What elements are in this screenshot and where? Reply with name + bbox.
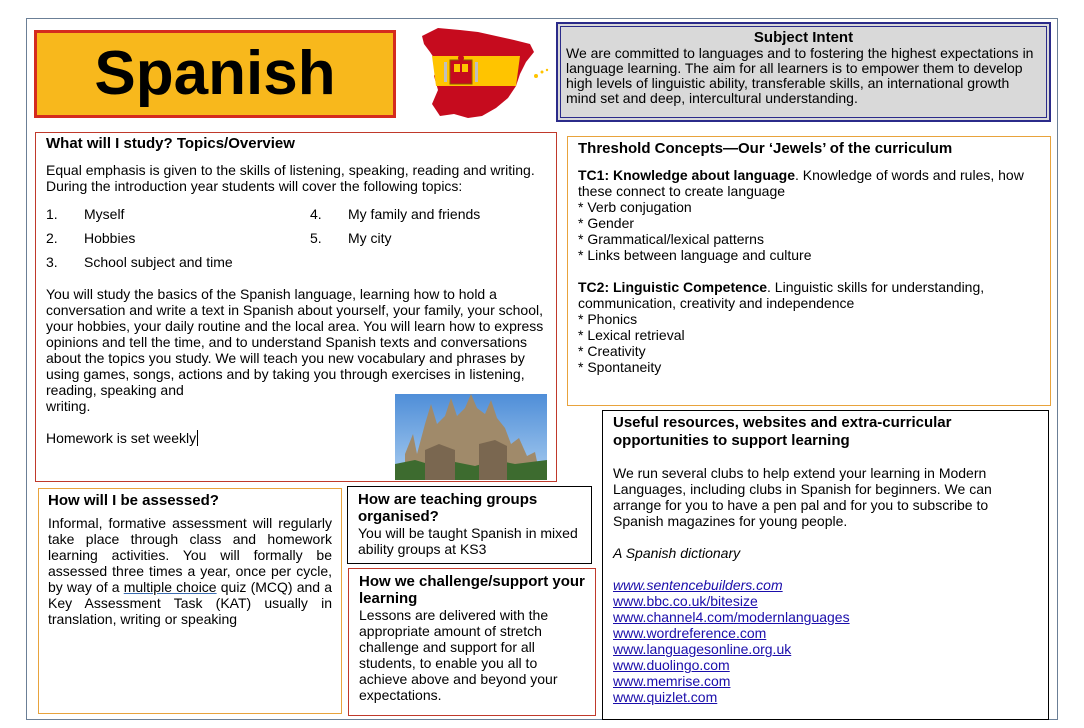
resources-heading: Useful resources, websites and extra-curricular opportunities to support learning	[613, 414, 952, 449]
resources-text: We run several clubs to help extend your learning in Modern Languages, including clubs in Spanish for beginners. We can arrange for you to have a pen pal and for you to subscribe to Spanish magazines for young people.	[613, 465, 992, 529]
resource-link[interactable]: www.channel4.com/modernlanguages	[613, 609, 850, 625]
topic-item: 5. My city	[310, 230, 392, 246]
subject-intent-heading: Subject Intent	[753, 29, 854, 46]
topic-item: 4. My family and friends	[310, 206, 481, 222]
tc1-item: * Gender	[578, 215, 635, 231]
tc2-item: * Lexical retrieval	[578, 327, 685, 343]
topics-list	[46, 206, 546, 278]
study-body-end: writing.	[46, 398, 91, 414]
tc2-item: * Creativity	[578, 343, 646, 359]
resource-link[interactable]: www.bbc.co.uk/bitesize	[613, 593, 758, 609]
study-heading: What will I study? Topics/Overview	[46, 135, 295, 152]
tc1-item: * Verb conjugation	[578, 199, 692, 215]
study-body: You will study the basics of the Spanish language, learning how to hold a conversation and write a text in Spanish about yourself, your family, your school, your hobbies, your daily routine and the local area. You will learn how to express opinions and tell the time, and to understand Spanish texts and conversations about the topics you study. We will teach you new vocabulary and phrases by using games, songs, actions and by taking you through exercises in listening, reading, speaking and	[46, 286, 544, 398]
subject-intent-text: We are committed to languages and to fostering the highest expectations in language learning. The aim for all learners is to empower them to develop high levels of linguistic ability, transferable skills, an international growth mind set and deep, intercultural understanding.	[566, 45, 1034, 106]
topic-item: 1. Myself	[46, 206, 125, 222]
tc1-description: TC1: Knowledge about language. Knowledge of words and rules, how these connect to create language	[578, 167, 1024, 199]
teaching-groups-heading: How are teaching groups organised?	[358, 491, 538, 525]
dictionary-note: A Spanish dictionary	[613, 545, 741, 561]
tc2-item: * Phonics	[578, 311, 638, 327]
tc1-item: * Grammatical/lexical patterns	[578, 231, 764, 247]
spain-map-image	[416, 24, 552, 122]
resource-link[interactable]: www.languagesonline.org.uk	[613, 641, 792, 657]
subject-intent-panel	[556, 22, 1051, 122]
challenge-support-panel	[348, 568, 596, 716]
page-title: Spanish	[94, 39, 336, 108]
title-banner	[34, 30, 396, 118]
resource-link[interactable]: www.wordreference.com	[613, 625, 767, 641]
assessment-text: Informal, formative assessment will regularly take place through class and homework learning activities. You will formally be assessed three times a year, once per cycle, by way of a multiple choice quiz (MCQ) and a Key Assessment Task (KAT) usually in translation, writing or speaking	[48, 515, 332, 627]
assessment-heading: How will I be assessed?	[48, 492, 219, 509]
resources-panel	[602, 410, 1049, 720]
assessment-panel	[38, 488, 342, 714]
topic-item: 3. School subject and time	[46, 254, 233, 270]
resource-links	[613, 577, 1038, 705]
teaching-groups-text: You will be taught Spanish in mixed ability groups at KS3	[358, 525, 578, 557]
teaching-groups-panel	[347, 486, 592, 564]
challenge-heading: How we challenge/support your learning	[359, 573, 585, 607]
resource-link[interactable]: www.memrise.com	[613, 673, 731, 689]
tc2-item: * Spontaneity	[578, 359, 662, 375]
resource-link[interactable]: www.quizlet.com	[613, 689, 718, 705]
threshold-concepts-panel	[567, 136, 1051, 406]
challenge-text: Lessons are delivered with the appropriate amount of stretch challenge and support for all students, to enable you all to achieve above and beyond your expectations.	[359, 607, 558, 703]
topic-item: 2. Hobbies	[46, 230, 136, 246]
resource-link[interactable]: www.duolingo.com	[613, 657, 730, 673]
resource-link[interactable]: www.sentencebuilders.com	[613, 577, 783, 593]
homework-note: Homework is set weekly	[46, 430, 197, 446]
sagrada-familia-photo	[395, 394, 547, 480]
tc2-description: TC2: Linguistic Competence. Linguistic skills for understanding, communication, creativity and independence	[578, 279, 985, 311]
tc1-item: * Links between language and culture	[578, 247, 812, 263]
study-intro: Equal emphasis is given to the skills of listening, speaking, reading and writing. During the introduction year students will cover the following topics:	[46, 162, 535, 194]
threshold-heading: Threshold Concepts—Our ‘Jewels’ of the curriculum	[578, 140, 953, 157]
